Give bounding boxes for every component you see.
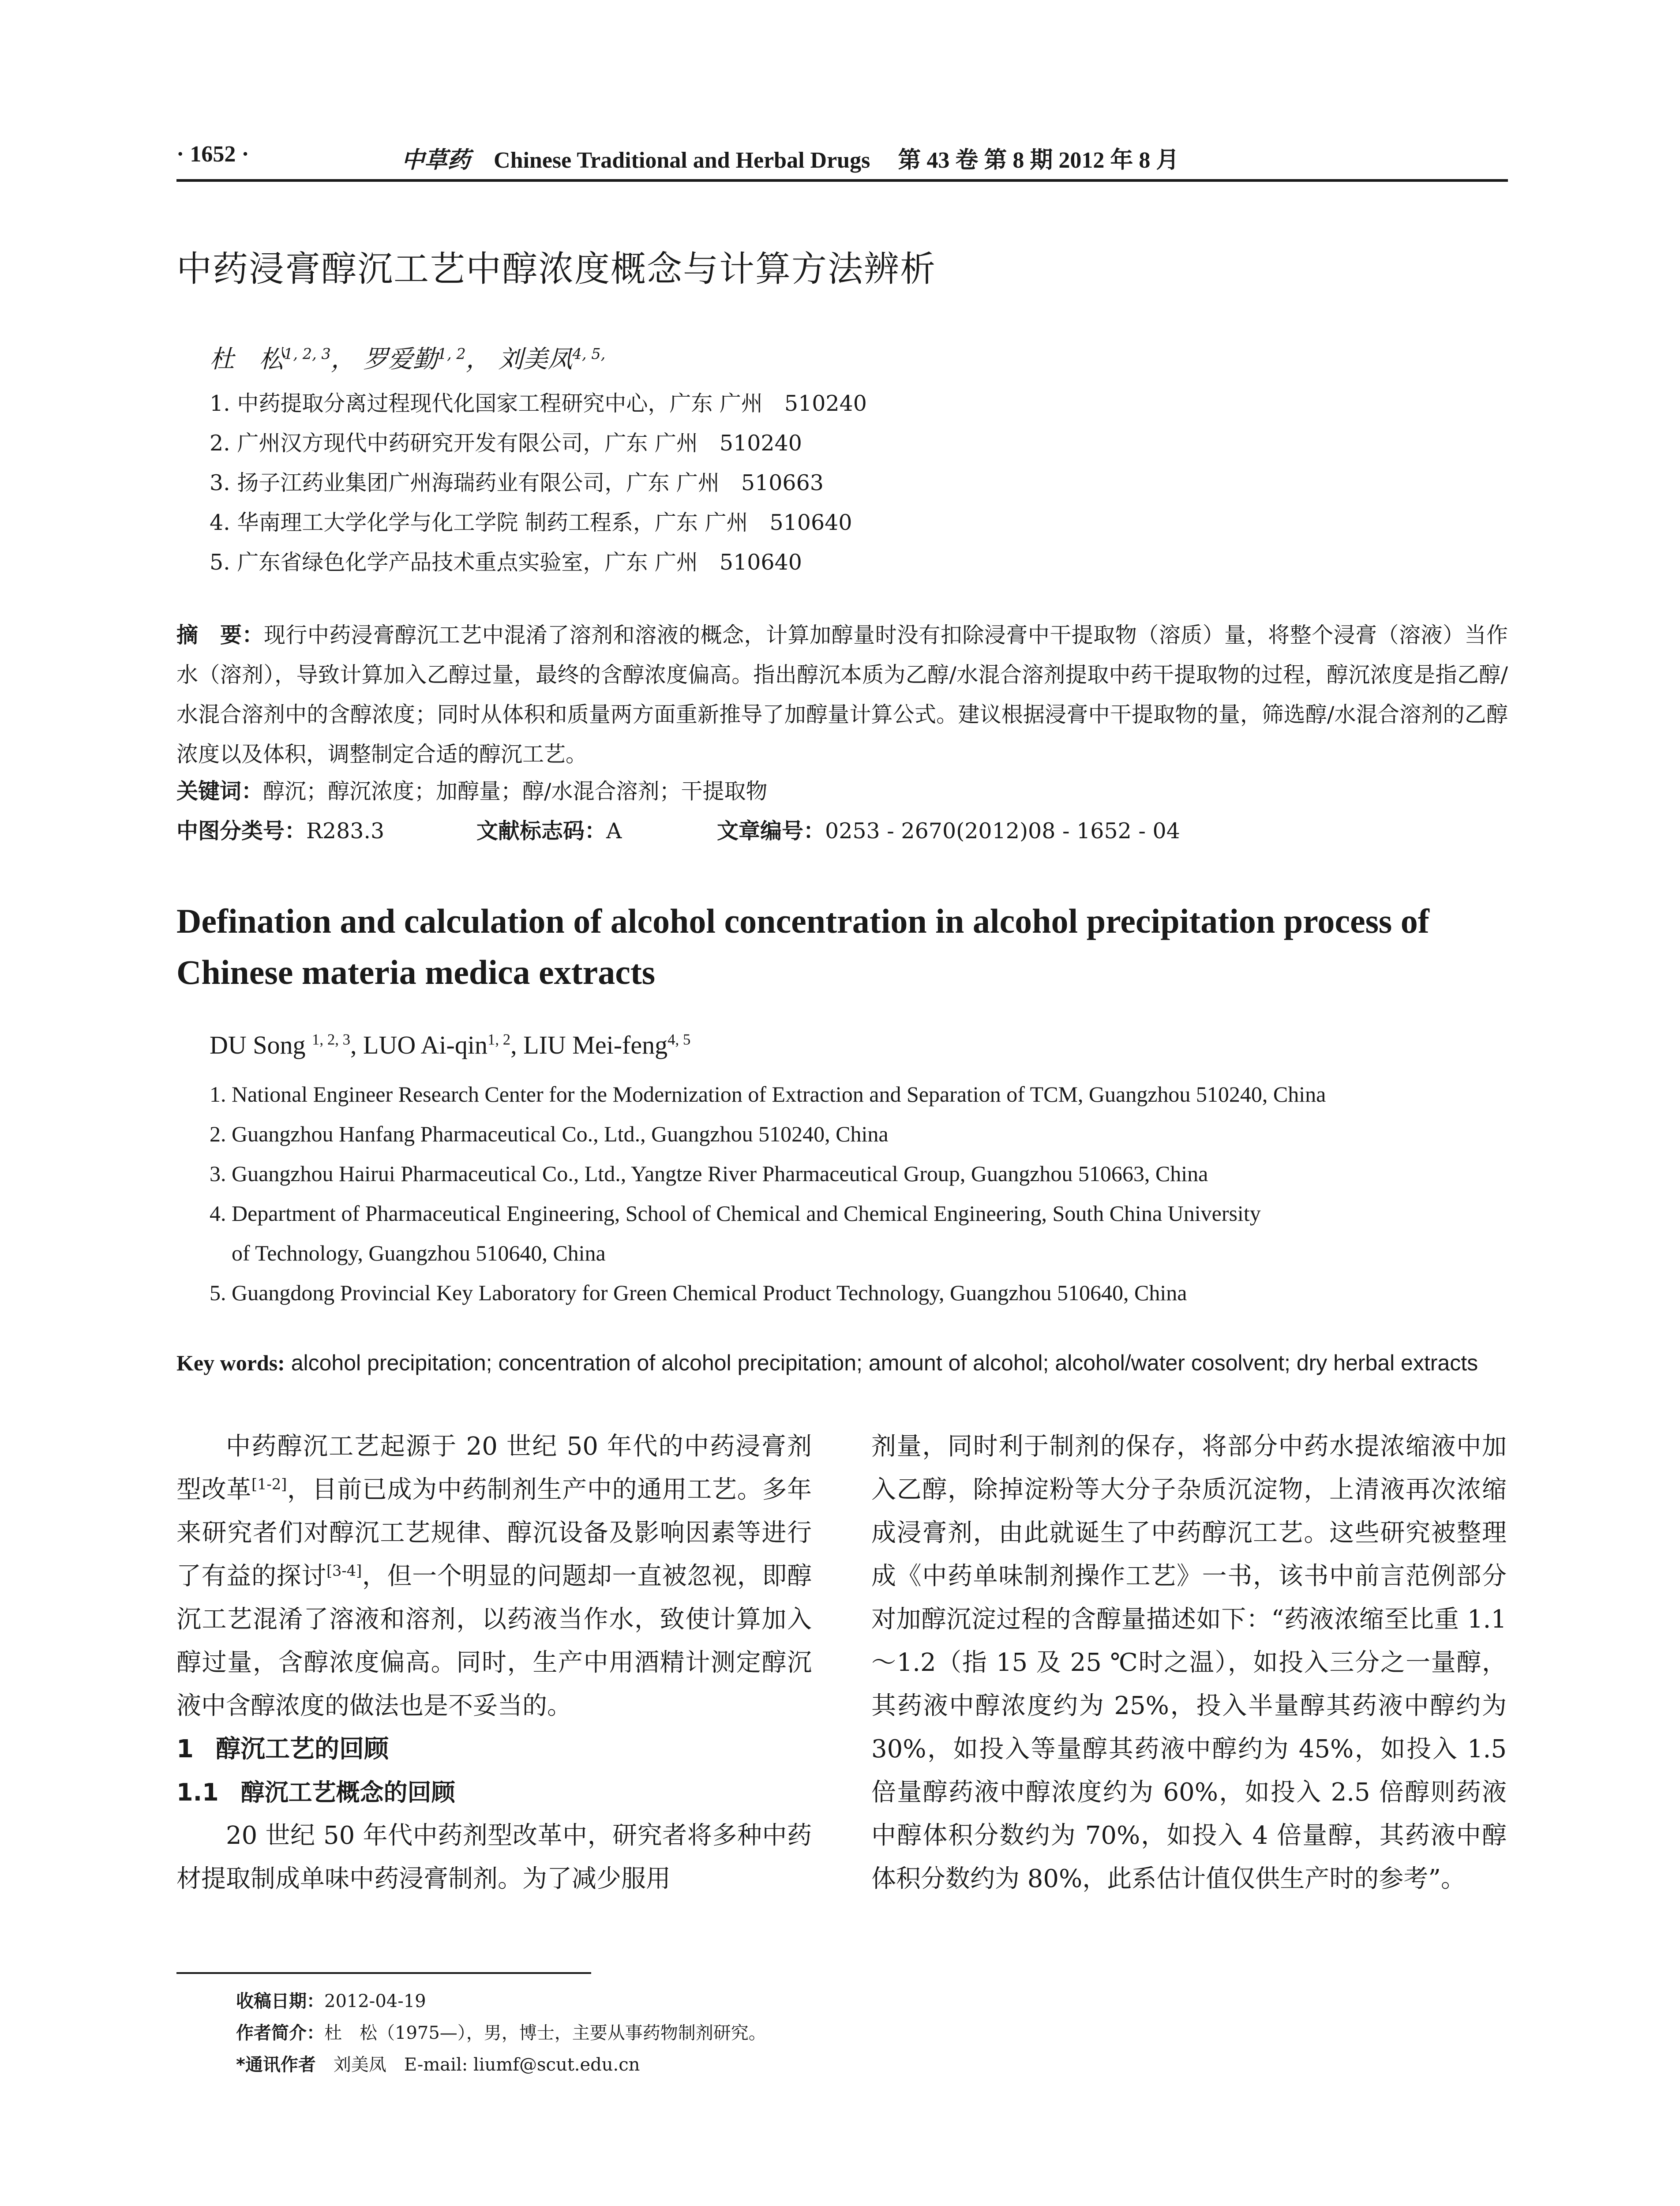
intro-text: ，目前已成为中药制剂生产中的通用工艺。多年来研究者们对醇沉工艺规律、醇沉设备及影响因素等进行了有益的探讨 <box>176 1475 812 1591</box>
received-value: 2012-04-19 <box>324 1991 426 2011</box>
document-code <box>476 814 622 845</box>
authors-cn: 杜 松$^{1, 2, 3}$， 罗爱勤$^{1, 2}$， 刘美凤$^{4, 5,}$ <box>210 345 606 374</box>
body-column-right <box>871 1425 1507 1901</box>
abstract-cn <box>176 615 1508 774</box>
corresponding-contact[interactable]: 刘美凤 E-mail: liumf@scut.edu.cn <box>315 2055 640 2075</box>
section-paragraph: 20 世纪 50 年代中药剂型改革中，研究者将多种中药材提取制成单味中药浸膏制剂。为了减少服用 <box>176 1821 812 1893</box>
affiliation-cn: 5. 广东省绿色化学产品技术重点实验室，广东 广州 510640 <box>210 550 802 575</box>
author-en-1-affil: 1, 2, 3 <box>312 1031 351 1048</box>
journal-line <box>401 141 1179 174</box>
author-cn-2: 罗爱勤 <box>363 345 438 374</box>
author-en-1: DU Song <box>210 1031 306 1059</box>
author-separator: , <box>350 1031 364 1059</box>
author-cn-3-affil: 4, 5, <box>572 345 606 363</box>
footnote-rule <box>176 1972 591 1974</box>
keywords-cn-label: 关键词： <box>176 779 263 804</box>
classification-label: 中图分类号： <box>176 818 307 844</box>
header-rule <box>176 179 1508 182</box>
abstract-text: 现行中药浸膏醇沉工艺中混淆了溶剂和溶液的概念，计算加醇量时没有扣除浸膏中干提取物（溶质）量，将整个浸膏（溶液）当作水（溶剂），导致计算加入乙醇过量，最终的含醇浓度偏高。指出醇沉本质为乙醇/水混合溶剂提取中药干提取物的过程，醇沉浓度是指乙醇/水混合溶剂中的含醇浓度；同时从体积和质量两方面重新推导了加醇量计算公式。建议根据浸膏中干提取物的量，筛选醇/水混合溶剂的乙醇浓度以及体积，调整制定合适的醇沉工艺。 <box>176 623 1508 767</box>
corresponding-label: *通讯作者 <box>236 2055 316 2075</box>
body-column-left <box>176 1425 812 1901</box>
intro-text: ，但一个明显的问题却一直被忽视，即醇沉工艺混淆了溶液和溶剂，以药液当作水，致使计算加入醇过量，含醇浓度偏高。同时，生产中用酒精计测定醇沉液中含醇浓度的做法也是不妥当的。 <box>176 1562 812 1720</box>
author-cn-2-affil: 1, 2 <box>437 345 466 363</box>
doc-code-label: 文献标志码： <box>476 818 607 844</box>
author-bio-text: 杜 松（1975—），男，博士，主要从事药物制剂研究。 <box>324 2023 766 2043</box>
corresponding-author <box>236 2049 766 2081</box>
page-number: · 1652 · <box>176 142 249 167</box>
affiliation-cn: 1. 中药提取分离过程现代化国家工程研究中心，广东 广州 510240 <box>210 391 867 416</box>
author-separator: , <box>510 1031 524 1059</box>
affiliation-cn: 2. 广州汉方现代中药研究开发有限公司，广东 广州 510240 <box>210 431 802 456</box>
author-en-2: LUO Ai-qin <box>363 1031 488 1059</box>
doc-code-value: A <box>606 818 622 844</box>
section-title: 醇沉工艺概念的回顾 <box>240 1778 455 1806</box>
body-paragraph: 剂量，同时利于制剂的保存，将部分中药水提浓缩液中加入乙醇，除掉淀粉等大分子杂质沉淀物，上清液再次浓缩成浸膏剂，由此就诞生了中药醇沉工艺。这些研究被整理成《中药单味制剂操作工艺》一书，该书中前言范例部分对加醇沉淀过程的含醇量描述如下：“药液浓缩至比重 1.1～1.2（指 15 及 25 ℃时之温），如投入三分之一量醇，其药液中醇浓度约为 25%，投入半量醇其药液中醇约为 30%，如投入等量醇其药液中醇约为 45%，如投入 1.5 倍量醇药液中醇浓度约为 60%，如投入 2.5 倍醇则药液中醇体积分数约为 70%，如投入 4 倍量醇，其药液中醇体积分数约为 80%，此系估计值仅供生产时的参考”。 <box>871 1432 1507 1893</box>
abstract-label: 摘 要： <box>176 623 264 648</box>
title-cn: 中药浸膏醇沉工艺中醇浓度概念与计算方法辨析 <box>176 248 936 289</box>
section-heading-1-1 <box>176 1771 812 1814</box>
affiliation-cn: 3. 扬子江药业集团广州海瑞药业有限公司，广东 广州 510663 <box>210 470 824 495</box>
intro-paragraph <box>176 1425 812 1728</box>
affiliations-cn <box>210 384 867 582</box>
author-cn-1: 杜 松 <box>210 345 284 374</box>
article-number <box>717 814 1180 845</box>
journal-name-cn: 中草药 <box>401 148 471 173</box>
keywords-en <box>176 1350 1508 1376</box>
affiliation-cn: 4. 华南理工大学化学与化工学院 制药工程系，广东 广州 510640 <box>210 510 852 535</box>
received-date <box>236 1985 766 2017</box>
citation-ref[interactable]: [1-2] <box>251 1475 287 1493</box>
intro-text: 中药醇沉工艺起源于 20 世纪 50 年代的中药浸膏剂型改革 <box>176 1432 812 1504</box>
article-id-label: 文章编号： <box>717 818 825 844</box>
author-bio <box>236 2017 766 2049</box>
affiliation-en: 5. Guangdong Provincial Key Laboratory for Green Chemical Product Technology, Guangzhou 510640, China <box>210 1280 1187 1305</box>
section-title: 醇沉工艺的回顾 <box>215 1735 389 1763</box>
author-en-3: LIU Mei-feng <box>523 1031 668 1059</box>
received-label: 收稿日期： <box>236 1991 324 2011</box>
article-id-value: 0253 - 2670(2012)08 - 1652 - 04 <box>825 818 1180 844</box>
journal-issue: 第 43 卷 第 8 期 2012 年 8 月 <box>898 148 1179 173</box>
author-en-2-affil: 1, 2 <box>487 1031 511 1048</box>
running-header <box>176 141 1508 181</box>
authors-en <box>210 1030 690 1060</box>
affiliation-en: 1. National Engineer Research Center for the Modernization of Extraction and Separation of TCM, Guangzhou 510240, China <box>210 1082 1326 1107</box>
keywords-cn <box>176 774 768 805</box>
classification-number <box>176 814 384 845</box>
keywords-cn-text: 醇沉；醇沉浓度；加醇量；醇/水混合溶剂；干提取物 <box>263 779 768 804</box>
citation-ref[interactable]: [3-4] <box>326 1562 362 1579</box>
author-en-3-affil: 4, 5 <box>668 1031 691 1048</box>
author-cn-1-affil: 1, 2, 3 <box>284 345 331 363</box>
affiliation-en: 3. Guangzhou Hairui Pharmaceutical Co., Ltd., Yangtze River Pharmaceutical Group, Guangzhou 510663, China <box>210 1161 1208 1186</box>
author-bio-label: 作者简介： <box>236 2023 324 2043</box>
affiliation-en: 4. Department of Pharmaceutical Engineering, School of Chemical and Chemical Engineering, South China University <box>210 1201 1261 1226</box>
section-heading-1 <box>176 1728 812 1771</box>
journal-name-en: Chinese Traditional and Herbal Drugs <box>494 148 870 173</box>
affiliation-en-continued: of Technology, Guangzhou 510640, China <box>232 1241 606 1265</box>
section-number: 1 <box>176 1735 194 1763</box>
keywords-en-label: Key words: <box>176 1351 285 1375</box>
affiliation-en: 2. Guangzhou Hanfang Pharmaceutical Co., Ltd., Guangzhou 510240, China <box>210 1122 889 1146</box>
title-en: Defination and calculation of alcohol concentration in alcohol precipitation process of Chinese materia medica extracts <box>176 902 1429 991</box>
keywords-en-text: alcohol precipitation; concentration of alcohol precipitation; amount of alcohol; alcohol/water cosolvent; dry herbal extracts <box>285 1351 1478 1375</box>
author-cn-3: 刘美凤 <box>498 345 573 374</box>
affiliations-en <box>210 1074 1326 1313</box>
section-number: 1.1 <box>176 1778 219 1806</box>
classification-value: R283.3 <box>306 818 385 844</box>
footnotes <box>236 1985 766 2081</box>
